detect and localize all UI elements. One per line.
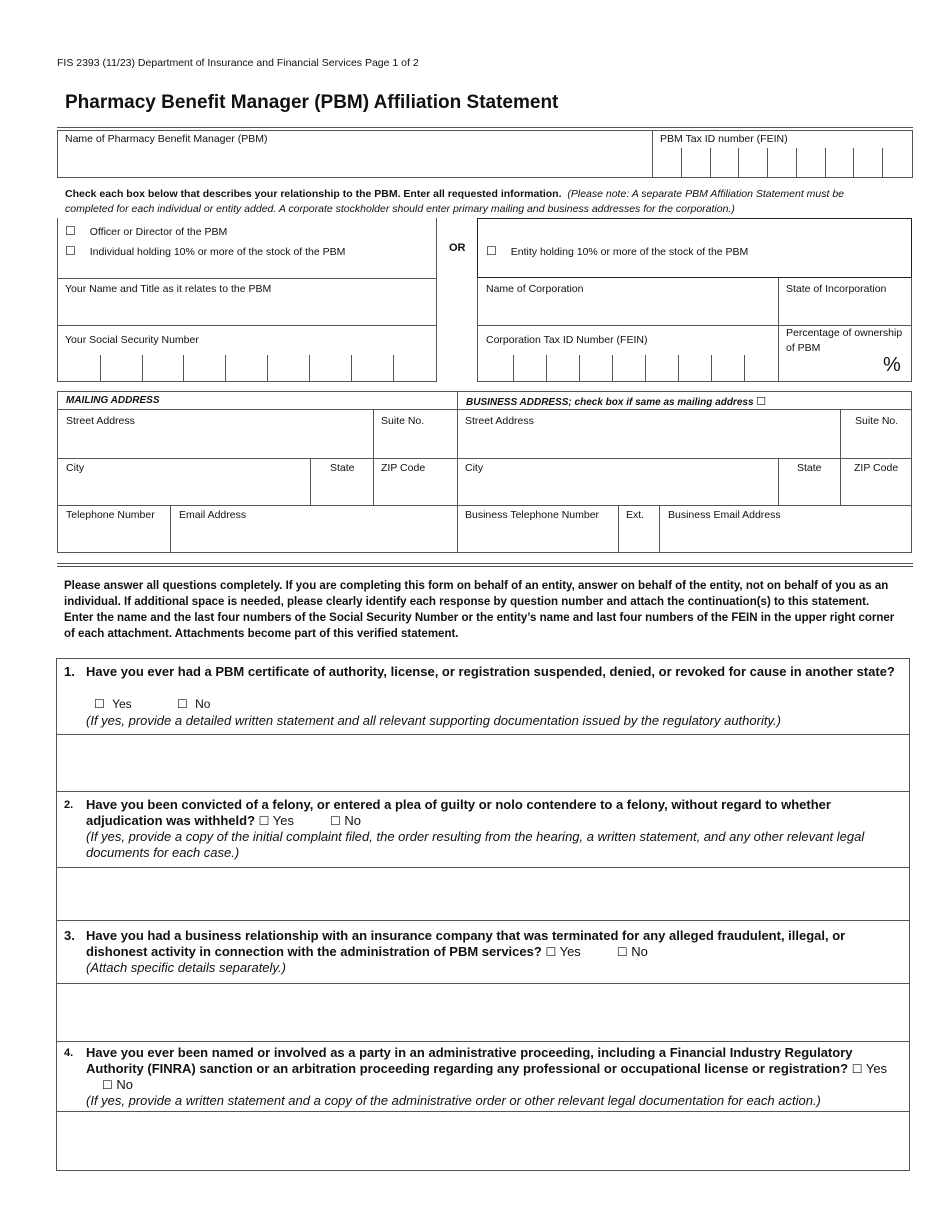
same-as-mailing-checkbox[interactable]: ☐ [756,396,767,408]
form-number-line: FIS 2393 (11/23) Department of Insurance and Financial Services Page 1 of 2 [57,57,419,69]
mailing-suite-field[interactable]: Suite No. [381,415,425,427]
percent-sign: % [883,354,901,376]
q2-yes-checkbox[interactable]: ☐ [258,814,270,828]
q4-no-checkbox[interactable]: ☐ [102,1078,113,1092]
question-2-number: 2. [64,799,74,811]
q1-no-checkbox[interactable]: ☐ [177,697,188,711]
business-ext-field[interactable]: Ext. [626,509,645,521]
question-2-text: Have you been convicted of a felony, or entered a plea of guilty or nolo contendere to a felony, without regard to whether adjudication was withheld? ☐ Yes ☐ No [86,797,831,828]
entity-checkbox[interactable]: ☐ [486,244,497,258]
mailing-state-field[interactable]: State [330,462,355,474]
business-street-field[interactable]: Street Address [465,415,534,427]
ownership-label: Percentage of ownership [786,327,903,339]
mailing-street-field[interactable]: Street Address [66,415,135,427]
q2-no-checkbox[interactable]: ☐ [330,814,341,828]
q3-no-checkbox[interactable]: ☐ [616,945,628,959]
ownership-field[interactable]: of PBM [786,342,821,354]
business-state-field[interactable]: State [797,462,822,474]
individual-checkbox-row[interactable]: ☐ Individual holding 10% or more of the stock of the PBM [65,244,346,258]
corporation-fein-field[interactable]: Corporation Tax ID Number (FEIN) [486,334,648,346]
question-4-text: Have you ever been named or involved as a party in an administrative proceeding, including a Financial Industry Regulatory Authority (FINRA) sanction or an arbitration proceeding regarding any professional or occupational license or registration? ☐ Yes☐ No [86,1045,888,1092]
general-instructions: Please answer all questions completely. If you are completing this form on behalf of an entity, answer on behalf of the entity, not on behalf of you as an individual. If additional space is needed, please clearly identify each response by question number and attach the continuation(s) to this statement. Enter the name and the last four numbers of the Social Security Number or the entity’s name and last four numbers of the FEIN in the upper right corner of each attachment. Attachments become part of this verified statement. [64,580,895,640]
question-4-answer-area[interactable] [58,1113,908,1169]
business-suite-field[interactable]: Suite No. [855,415,899,427]
pbm-name-field[interactable]: Name of Pharmacy Benefit Manager (PBM) [65,133,268,145]
business-address-heading: BUSINESS ADDRESS; check box if same as mailing address ☐ [466,396,767,408]
relationship-instructions: Check each box below that describes your relationship to the PBM. Enter all requested information. (Please note: A separate PBM Affiliation Statement must be completed for each individual or entity added. A corporate stockholder should enter primary mailing and business addresses for the corporation.) [65,188,844,215]
mailing-email-field[interactable]: Email Address [179,509,247,521]
page-title: Pharmacy Benefit Manager (PBM) Affiliation Statement [65,92,559,113]
business-city-field[interactable]: City [465,462,484,474]
question-1-text: Have you ever had a PBM certificate of authority, license, or registration suspended, denied, or revoked for cause in another state? [86,664,895,679]
question-1-answer-area[interactable] [58,736,908,790]
question-4-note: (If yes, provide a written statement and a copy of the administrative order or other relevant legal documentation for each action.) [86,1093,821,1108]
question-3-number: 3. [64,928,75,943]
corporation-name-field[interactable]: Name of Corporation [486,283,584,295]
officer-checkbox[interactable]: ☐ [65,224,76,238]
individual-checkbox[interactable]: ☐ [65,244,76,258]
business-email-field[interactable]: Business Email Address [668,509,781,521]
question-1-note: (If yes, provide a detailed written statement and all relevant supporting documentation issued by the regulatory authority.) [86,713,781,728]
mailing-city-field[interactable]: City [66,462,85,474]
question-3-note: (Attach specific details separately.) [86,960,286,975]
q4-yes-checkbox[interactable]: ☐ [851,1062,863,1076]
question-2-answer-area[interactable] [58,869,908,919]
or-label: OR [449,242,466,254]
business-phone-field[interactable]: Business Telephone Number [465,509,600,521]
question-4-number: 4. [64,1047,74,1059]
q3-yes-checkbox[interactable]: ☐ [545,945,557,959]
pbm-fein-field[interactable]: PBM Tax ID number (FEIN) [660,133,788,145]
question-2-note: (If yes, provide a copy of the initial complaint filed, the order resulting from the hearing, a written statement, and any other relevant legal documents for each case.) [86,829,865,860]
your-name-field[interactable]: Your Name and Title as it relates to the PBM [65,283,272,295]
mailing-zip-field[interactable]: ZIP Code [381,462,426,474]
divider [57,127,913,128]
business-zip-field[interactable]: ZIP Code [854,462,899,474]
q1-yes-checkbox[interactable]: ☐ [94,697,105,711]
ssn-field[interactable]: Your Social Security Number [65,334,199,346]
mailing-address-heading: MAILING ADDRESS [66,395,160,406]
mailing-phone-field[interactable]: Telephone Number [66,509,155,521]
question-1-number: 1. [64,664,75,679]
question-3-text: Have you had a business relationship with an insurance company that was terminated for any alleged fraudulent, illegal, or dishonest activity in connection with the administration of PBM services? ☐ Yes ☐ No [86,928,846,959]
divider [652,130,653,178]
question-1-options: ☐ Yes ☐ No [94,697,211,711]
state-of-incorporation-field[interactable]: State of Incorporation [786,283,887,295]
question-3-answer-area[interactable] [58,985,908,1040]
entity-checkbox-row[interactable]: ☐ Entity holding 10% or more of the stock of the PBM [486,244,749,258]
officer-checkbox-row[interactable]: ☐ Officer or Director of the PBM [65,224,228,238]
